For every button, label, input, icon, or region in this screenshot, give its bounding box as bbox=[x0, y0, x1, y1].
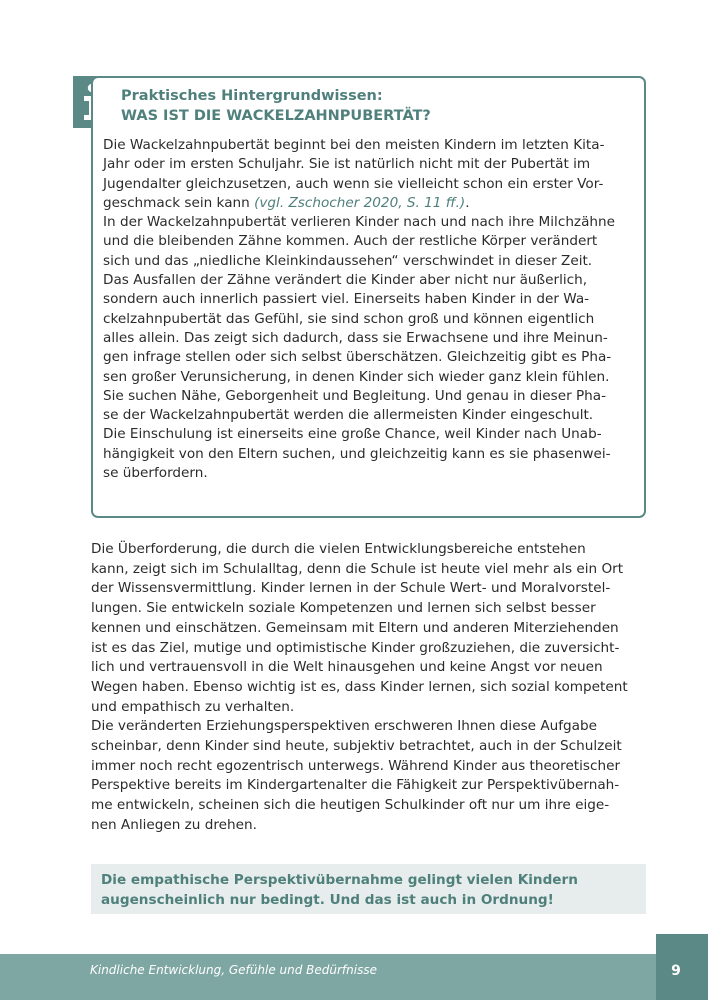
info-line: hängigkeit von den Eltern suchen, und gleichzeitig kann es sie phasenwei- bbox=[103, 445, 611, 462]
info-line: alles allein. Das zeigt sich dadurch, dass sie Erwachsene und ihre Meinun- bbox=[103, 329, 608, 346]
info-line: Die Wackelzahnpubertät beginnt bei den meisten Kindern im letzten Kita- bbox=[103, 137, 605, 153]
body-line: und empathisch zu verhalten. bbox=[91, 698, 295, 715]
body-line: scheinbar, denn Kinder sind heute, subjektiv betrachtet, auch in der Schulzeit bbox=[91, 738, 622, 755]
info-line: Jugendalter gleichzusetzen, auch wenn sie vielleicht schon ein erster Vor- bbox=[103, 175, 604, 192]
highlight-line: Die empathische Perspektivübernahme gelingt vielen Kindern bbox=[101, 872, 578, 888]
body-line: kann, zeigt sich im Schulalltag, denn die Schule ist heute viel mehr als ein Ort bbox=[91, 560, 624, 577]
body-line: immer noch recht egozentrisch unterwegs. Während Kinder aus theoretischer bbox=[91, 757, 621, 774]
info-line: sen großer Verunsicherung, in denen Kinder sich wieder ganz klein fühlen. bbox=[103, 368, 610, 385]
body-line: Wegen haben. Ebenso wichtig ist es, dass Kinder lernen, sich sozial kompetent bbox=[91, 678, 628, 695]
body-paragraphs bbox=[91, 540, 651, 836]
info-line: ckelzahnpubertät das Gefühl, sie sind schon groß und können eigentlich bbox=[103, 310, 595, 327]
body-line: Die veränderten Erziehungsperspektiven erschweren Ihnen diese Aufgabe bbox=[91, 718, 597, 735]
info-box-heading bbox=[121, 86, 631, 126]
body-line: Perspektive bereits im Kindergartenalter die Fähigkeit zur Perspektivübernah- bbox=[91, 777, 620, 794]
info-line: Die Einschulung ist einerseits eine große Chance, weil Kinder nach Unab- bbox=[103, 426, 602, 443]
body-line: Die Überforderung, die durch die vielen Entwicklungsbereiche entstehen bbox=[91, 541, 586, 557]
highlight-box bbox=[91, 864, 646, 914]
info-line: sondern auch innerlich passiert viel. Einerseits haben Kinder in der Wa- bbox=[103, 291, 590, 308]
info-box-heading-line1: Praktisches Hintergrundwissen: bbox=[121, 88, 383, 104]
body-line: me entwickeln, scheinen sich die heutigen Schulkinder oft nur um ihre eige- bbox=[91, 797, 610, 814]
info-line-start: geschmack sein kann bbox=[103, 194, 255, 211]
info-line: gen infrage stellen oder sich selbst überschätzen. Gleichzeitig gibt es Pha- bbox=[103, 349, 612, 366]
info-line-with-citation bbox=[103, 194, 631, 213]
info-line: und die bleibenden Zähne kommen. Auch der restliche Körper verändert bbox=[103, 233, 598, 250]
body-line: lich und vertrauensvoll in die Welt hinausgehen und keine Angst vor neuen bbox=[91, 659, 603, 676]
info-line: se der Wackelzahnpubertät werden die allermeisten Kinder eingeschult. bbox=[103, 407, 594, 424]
info-line: Sie suchen Nähe, Geborgenheit und Begleitung. Und genau in dieser Pha- bbox=[103, 387, 607, 404]
info-line-end: . bbox=[465, 194, 470, 211]
footer-title: Kindliche Entwicklung, Gefühle und Bedürfnisse bbox=[90, 963, 377, 977]
body-line: lungen. Sie entwickeln soziale Kompetenzen und lernen sich selbst besser bbox=[91, 600, 596, 617]
info-line: Das Ausfallen der Zähne verändert die Kinder aber nicht nur äußerlich, bbox=[103, 272, 588, 289]
info-line: se überfordern. bbox=[103, 465, 208, 482]
citation: (vgl. Zschocher 2020, S. 11 ff.) bbox=[254, 194, 466, 211]
body-line: ist es das Ziel, mutige und optimistische Kinder großzuziehen, die zuversicht- bbox=[91, 639, 620, 656]
info-line: In der Wackelzahnpubertät verlieren Kinder nach und nach ihre Milchzähne bbox=[103, 214, 615, 231]
info-box-heading-line2: WAS IST DIE WACKELZAHNPUBERTÄT? bbox=[121, 108, 431, 124]
body-line: nen Anliegen zu drehen. bbox=[91, 816, 257, 833]
page-number: 9 bbox=[671, 963, 681, 979]
info-line: sich und das „niedliche Kleinkindaussehen“ verschwindet in dieser Zeit. bbox=[103, 252, 593, 269]
info-box-text bbox=[103, 136, 631, 483]
body-line: kennen und einschätzen. Gemeinsam mit Eltern und anderen Miterziehenden bbox=[91, 619, 619, 636]
highlight-line: augenscheinlich nur bedingt. Und das ist auch in Ordnung! bbox=[101, 891, 554, 908]
info-line: Jahr oder im ersten Schuljahr. Sie ist natürlich nicht mit der Pubertät im bbox=[103, 156, 591, 173]
body-line: der Wissensvermittlung. Kinder lernen in der Schule Wert- und Moralvorstel- bbox=[91, 580, 611, 597]
